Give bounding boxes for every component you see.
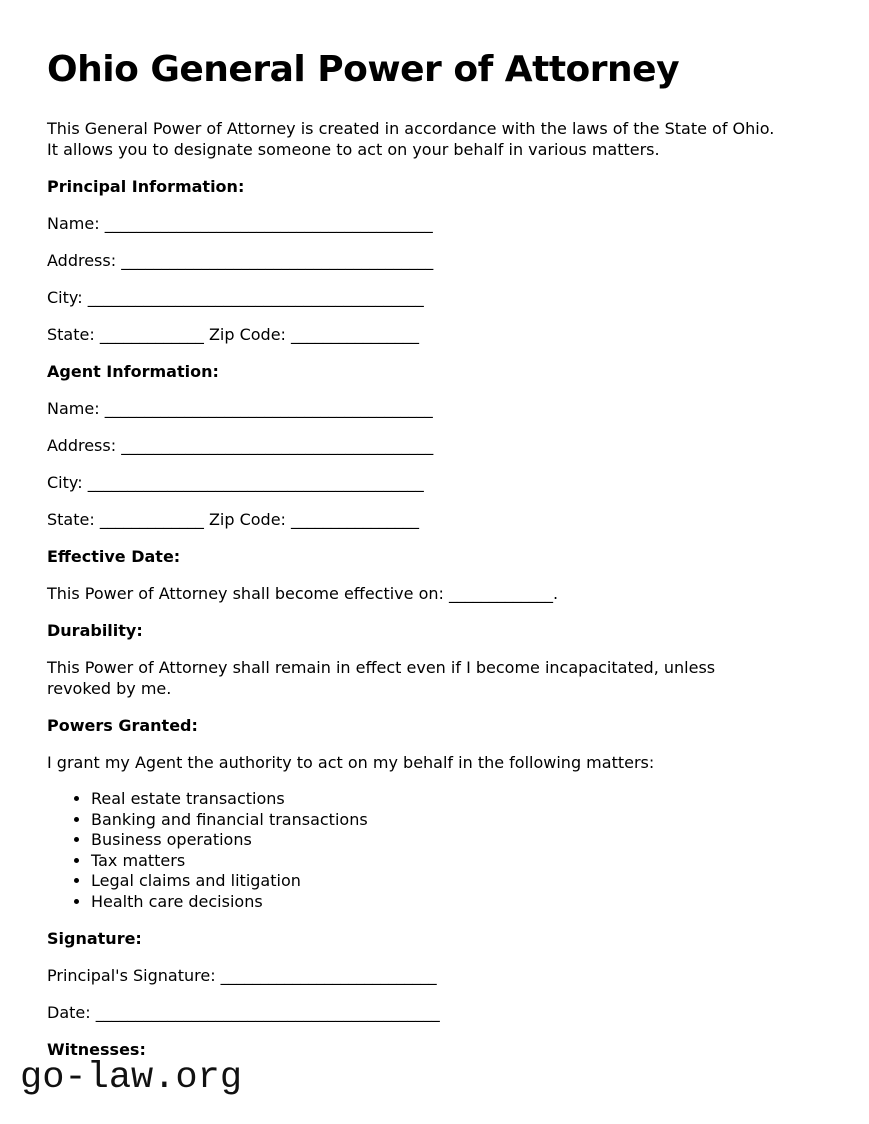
principal-name-label: Name:	[47, 214, 100, 233]
principal-city-field	[47, 287, 777, 308]
principal-address-blank: _______________________________________	[121, 251, 434, 270]
agent-address-field	[47, 435, 777, 456]
powers-granted-heading: Powers Granted:	[47, 716, 198, 735]
powers-list	[47, 789, 777, 912]
agent-zip-blank: ________________	[291, 510, 420, 529]
principal-signature-field	[47, 965, 777, 986]
document-content	[47, 50, 777, 1060]
watermark: go-law.org	[20, 1057, 243, 1099]
durability-text: This Power of Attorney shall remain in effect even if I become incapacitated, unless revoked by me.	[47, 658, 716, 698]
agent-name-field	[47, 398, 777, 419]
effective-date-blank: _____________	[448, 584, 553, 603]
powers-list-item: • Business operations	[91, 830, 777, 851]
agent-name-blank: _________________________________________	[104, 399, 433, 418]
principal-zip-blank: ________________	[291, 325, 420, 344]
powers-list-item: • Health care decisions	[91, 892, 777, 913]
effective-date-heading: Effective Date:	[47, 547, 181, 566]
principal-name-blank: _________________________________________	[104, 214, 433, 233]
powers-intro: I grant my Agent the authority to act on my behalf in the following matters:	[47, 753, 655, 772]
principal-section-heading: Principal Information:	[47, 177, 245, 196]
principal-state-label: State:	[47, 325, 95, 344]
signature-date-blank: ___________________________________________	[95, 1003, 440, 1022]
principal-city-blank: __________________________________________	[87, 288, 424, 307]
principal-city-label: City:	[47, 288, 83, 307]
witnesses-heading: Witnesses:	[47, 1040, 146, 1059]
principal-state-zip-field	[47, 324, 777, 345]
signature-heading: Signature:	[47, 929, 142, 948]
agent-section-heading: Agent Information:	[47, 362, 219, 381]
principal-name-field	[47, 213, 777, 234]
intro-paragraph: This General Power of Attorney is created in accordance with the laws of the State of Ohio. It allows you to designate someone to act on your behalf in various matters.	[47, 119, 775, 159]
agent-state-label: State:	[47, 510, 95, 529]
agent-state-zip-field	[47, 509, 777, 530]
agent-city-label: City:	[47, 473, 83, 492]
effective-date-line	[47, 583, 777, 604]
signature-date-field	[47, 1002, 777, 1023]
principal-state-blank: _____________	[99, 325, 204, 344]
principal-address-label: Address:	[47, 251, 117, 270]
principal-address-field	[47, 250, 777, 271]
agent-address-blank: _______________________________________	[121, 436, 434, 455]
agent-city-field	[47, 472, 777, 493]
powers-list-item: • Tax matters	[91, 851, 777, 872]
powers-list-item: • Banking and financial transactions	[91, 810, 777, 831]
powers-list-item: • Real estate transactions	[91, 789, 777, 810]
agent-city-blank: __________________________________________	[87, 473, 424, 492]
agent-zip-label: Zip Code:	[208, 510, 286, 529]
effective-date-suffix: .	[552, 584, 559, 603]
agent-address-label: Address:	[47, 436, 117, 455]
durability-heading: Durability:	[47, 621, 143, 640]
principal-signature-blank: ___________________________	[220, 966, 437, 985]
principal-zip-label: Zip Code:	[208, 325, 286, 344]
document-title: Ohio General Power of Attorney	[47, 49, 680, 90]
principal-signature-label: Principal's Signature:	[47, 966, 216, 985]
agent-name-label: Name:	[47, 399, 100, 418]
agent-state-blank: _____________	[99, 510, 204, 529]
powers-list-item: • Legal claims and litigation	[91, 871, 777, 892]
effective-date-text: This Power of Attorney shall become effective on:	[47, 584, 444, 603]
signature-date-label: Date:	[47, 1003, 91, 1022]
